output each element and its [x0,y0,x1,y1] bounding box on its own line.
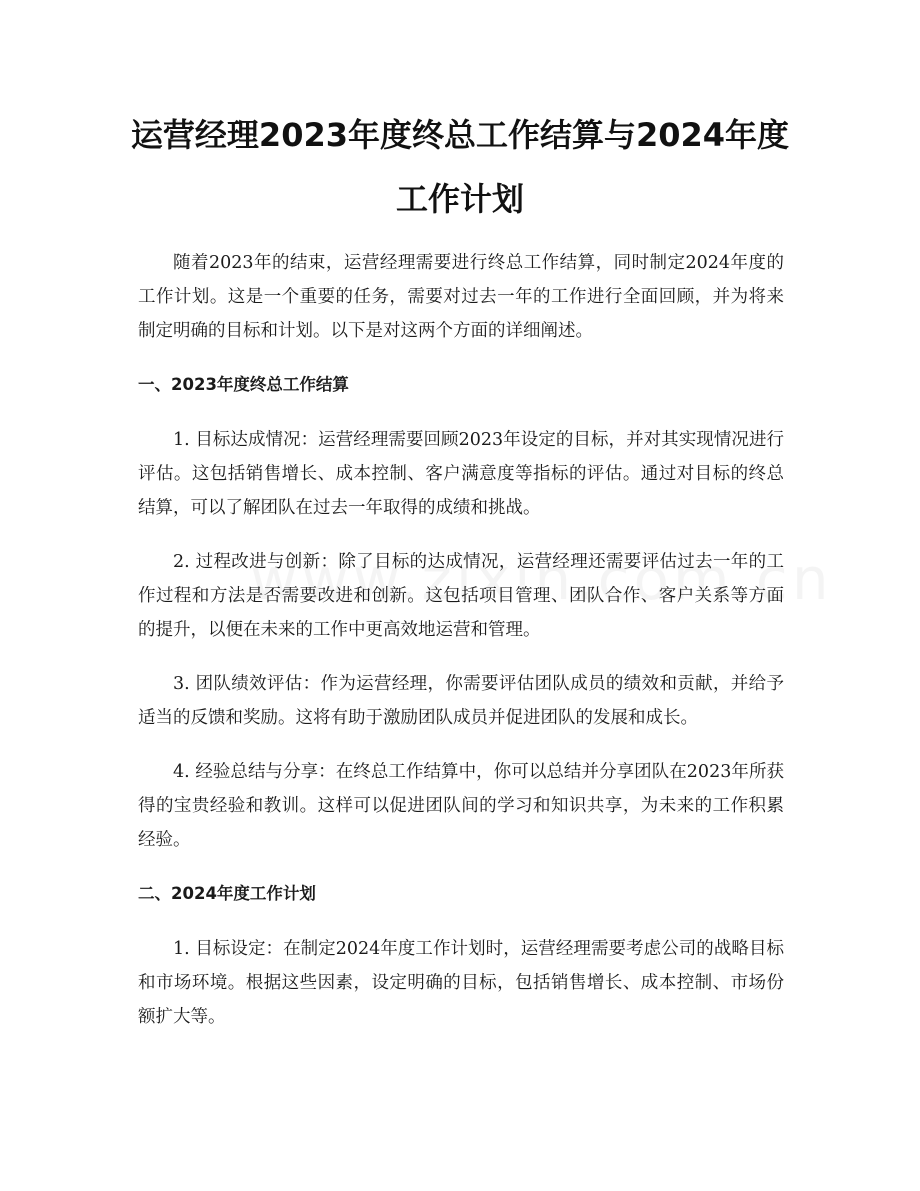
section-2-item-1: 1. 目标设定：在制定2024年度工作计划时，运营经理需要考虑公司的战略目标和市场环境。根据这些因素，设定明确的目标，包括销售增长、成本控制、市场份额扩大等。 [138,939,784,1027]
section-1-item-3: 3. 团队绩效评估：作为运营经理，你需要评估团队成员的绩效和贡献，并给予适当的反馈和奖励。这将有助于激励团队成员并促进团队的发展和成长。 [138,674,784,728]
section-2-heading: 二、2024年度工作计划 [138,884,316,903]
document-body [138,246,784,1054]
section-1-item-4: 4. 经验总结与分享：在终总工作结算中，你可以总结并分享团队在2023年所获得的宝贵经验和教训。这样可以促进团队间的学习和知识共享，为未来的工作积累经验。 [138,762,784,850]
section-1-item-2: 2. 过程改进与创新：除了目标的达成情况，运营经理还需要评估过去一年的工作过程和方法是否需要改进和创新。这包括项目管理、团队合作、客户关系等方面的提升，以便在未来的工作中更高效地运营和管理。 [138,552,784,640]
intro-paragraph: 随着2023年的结束，运营经理需要进行终总工作结算，同时制定2024年度的工作计划。这是一个重要的任务，需要对过去一年的工作进行全面回顾，并为将来制定明确的目标和计划。以下是对这两个方面的详细阐述。 [138,253,784,341]
section-1-item-1: 1. 目标达成情况：运营经理需要回顾2023年设定的目标，并对其实现情况进行评估。这包括销售增长、成本控制、客户满意度等指标的评估。通过对目标的终总结算，可以了解团队在过去一年取得的成绩和挑战。 [138,430,784,518]
section-1-heading: 一、2023年度终总工作结算 [138,375,349,394]
document-title: 运营经理2023年度终总工作结算与2024年度工作计划 [130,116,790,218]
